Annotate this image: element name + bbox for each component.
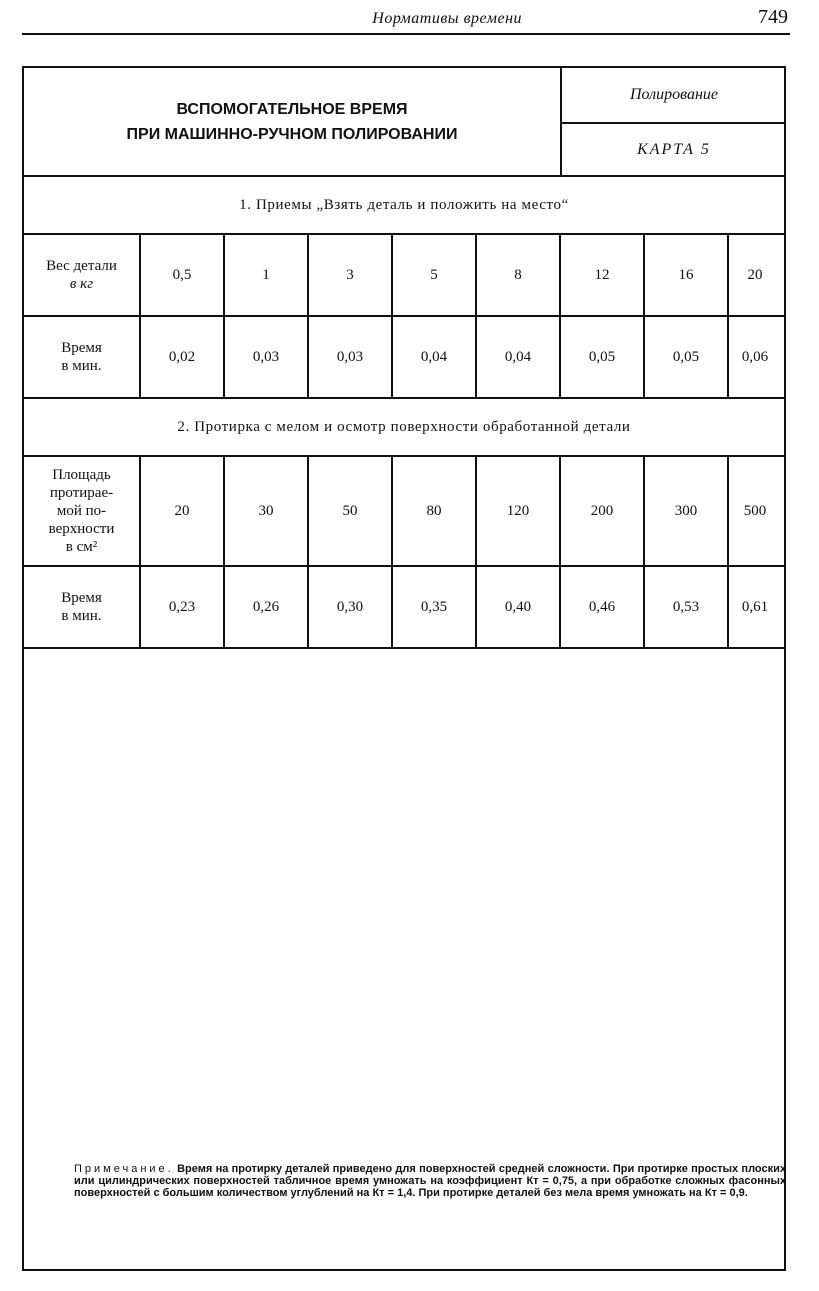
table-cell: 12 [561, 235, 645, 315]
header-rule [22, 33, 790, 35]
card-category: Полирование [562, 68, 786, 124]
table-cell: 0,03 [225, 317, 309, 397]
row-label-line: Время [61, 340, 102, 356]
table-cell: 0,06 [741, 348, 769, 365]
row-label-weight [24, 235, 141, 315]
table-cell: 0,23 [141, 567, 225, 647]
table-cell: 50 [309, 457, 393, 565]
table-row-time-2 [24, 567, 784, 649]
page-number: 749 [758, 6, 788, 28]
row-label-line: в кг [69, 276, 94, 292]
table-cell: 3 [309, 235, 393, 315]
table-cell: 0,05 [561, 317, 645, 397]
row-label-line: верхности [48, 521, 115, 537]
table-cell: 0,05 [645, 317, 729, 397]
card-number: КАРТА 5 [637, 140, 711, 158]
norm-card [22, 66, 786, 1271]
card-title-line2: ПРИ МАШИННО-РУЧНОМ ПОЛИРОВАНИИ [126, 125, 458, 143]
row-label-time [24, 567, 141, 647]
row-label-line: Вес детали [46, 258, 117, 274]
table-cell: 120 [477, 457, 561, 565]
running-title: Нормативы времени [372, 10, 522, 27]
row-label-line: в мин. [61, 358, 102, 374]
row-label-line: в см² [65, 539, 98, 555]
table-cell: 0,04 [477, 317, 561, 397]
table-cell: 0,35 [393, 567, 477, 647]
row-label-line: Площадь [52, 467, 111, 483]
table-cell: 20 [141, 457, 225, 565]
table-row-area [24, 457, 784, 567]
footnote-text: Время на протирку деталей приведено для поверхностей средней сложности. При протирке простых плоских или цилиндрических поверхностей табличное время умножать на коэффициент Кт = 0,75, а при обработке сложных фасонных поверхностей с большим количеством углублений на Кт = 1,4. При протирке деталей без мела время умножать на Кт = 0,9. [74, 1163, 786, 1199]
card-header [24, 68, 784, 177]
table-cell: 0,61 [741, 598, 769, 615]
section-2-title: 2. Протирка с мелом и осмотр поверхности обработанной детали [24, 399, 784, 457]
card-title-line1: ВСПОМОГАТЕЛЬНОЕ ВРЕМЯ [176, 100, 408, 118]
row-label-line: в мин. [61, 608, 102, 624]
table-cell: 80 [393, 457, 477, 565]
table-cell: 300 [645, 457, 729, 565]
table-cell: 0,30 [309, 567, 393, 647]
table-cell: 0,53 [645, 567, 729, 647]
footnote-label: Примечание. [74, 1163, 174, 1175]
table-cell: 16 [645, 235, 729, 315]
row-label-line: Время [61, 590, 102, 606]
table-cell: 0,26 [225, 567, 309, 647]
table-cell: 1 [225, 235, 309, 315]
table-cell: 0,40 [477, 567, 561, 647]
row-label-line: протирае- [49, 485, 114, 501]
row-label-area [24, 457, 141, 565]
table-row-time [24, 317, 784, 399]
table-cell: 0,46 [561, 567, 645, 647]
row-label-line: мой по- [56, 503, 107, 519]
table-cell: 0,04 [393, 317, 477, 397]
footnote [74, 1163, 786, 1199]
section-1-title: 1. Приемы „Взять деталь и положить на место“ [24, 177, 784, 235]
table-cell: 500 [743, 502, 767, 519]
table-cell: 0,02 [141, 317, 225, 397]
table-cell: 5 [393, 235, 477, 315]
table-cell: 30 [225, 457, 309, 565]
table-cell: 8 [477, 235, 561, 315]
table-cell: 0,5 [141, 235, 225, 315]
table-cell: 0,03 [309, 317, 393, 397]
table-cell: 200 [561, 457, 645, 565]
row-label-time [24, 317, 141, 397]
card-meta [560, 68, 786, 175]
running-header [22, 4, 790, 34]
card-title [24, 68, 560, 175]
table-row-weight [24, 235, 784, 317]
table-cell: 20 [747, 266, 763, 283]
